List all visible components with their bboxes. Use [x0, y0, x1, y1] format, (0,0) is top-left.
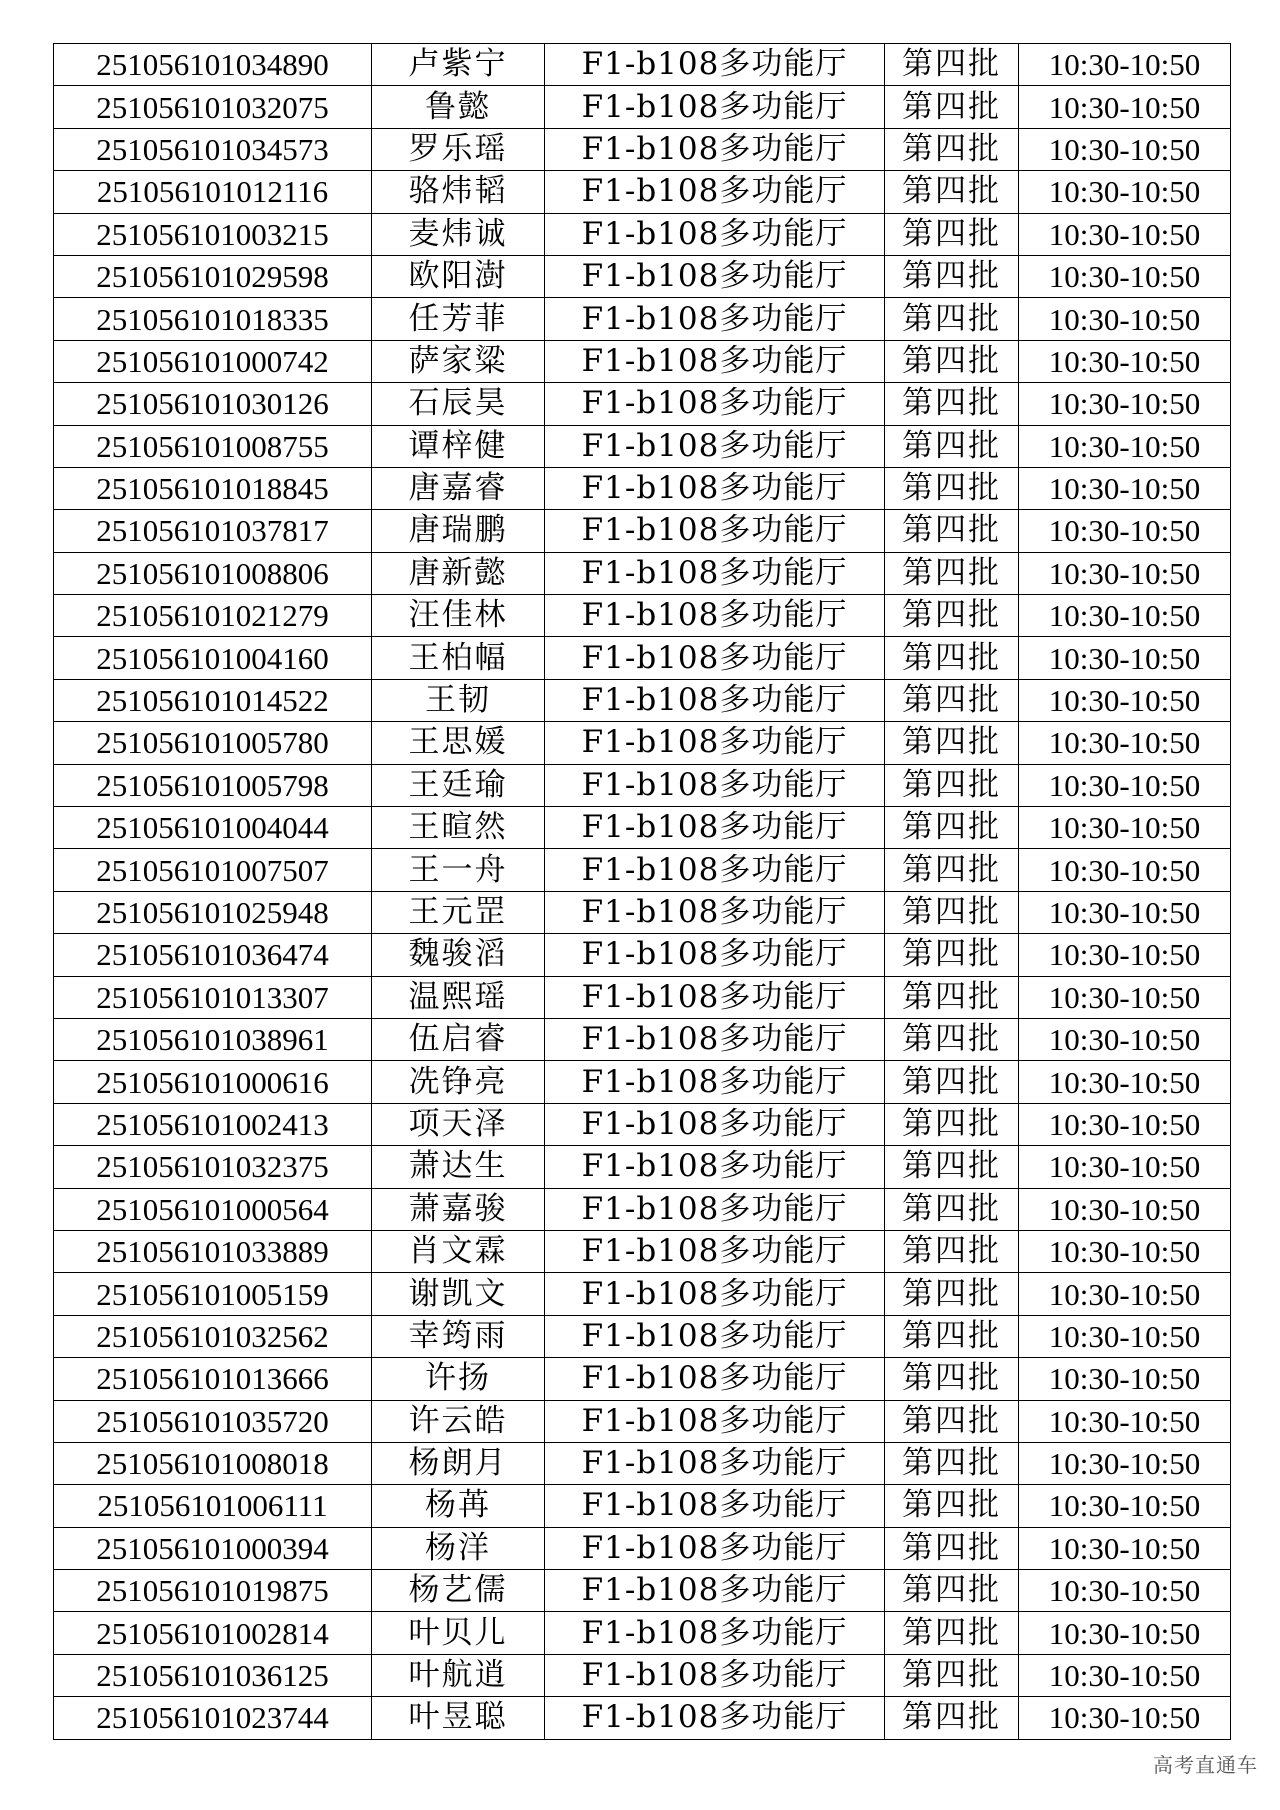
table-row	[54, 1400, 1231, 1442]
exam-room-cell: F1-b108多功能厅	[545, 1315, 885, 1357]
time-slot-cell: 10:30-10:50	[1019, 1230, 1231, 1272]
batch-cell: 第四批	[885, 679, 1019, 721]
table-row	[54, 849, 1231, 891]
candidate-id-cell: 251056101008018	[54, 1442, 372, 1484]
exam-room-cell: F1-b108多功能厅	[545, 1485, 885, 1527]
table-row	[54, 1570, 1231, 1612]
table-row	[54, 1103, 1231, 1145]
batch-cell: 第四批	[885, 976, 1019, 1018]
table-row	[54, 213, 1231, 255]
candidate-name-cell: 萧达生	[372, 1146, 545, 1188]
time-slot-cell: 10:30-10:50	[1019, 1273, 1231, 1315]
candidate-id-cell: 251056101008755	[54, 425, 372, 467]
time-slot-cell: 10:30-10:50	[1019, 1612, 1231, 1654]
batch-cell: 第四批	[885, 722, 1019, 764]
candidate-name-cell: 唐瑞鹏	[372, 510, 545, 552]
candidate-name-cell: 任芳菲	[372, 298, 545, 340]
candidate-name-cell: 王廷瑜	[372, 764, 545, 806]
candidate-name-cell: 叶航逍	[372, 1654, 545, 1696]
table-row	[54, 595, 1231, 637]
table-row	[54, 1485, 1231, 1527]
candidate-id-cell: 251056101013307	[54, 976, 372, 1018]
batch-cell: 第四批	[885, 44, 1019, 86]
candidate-name-cell: 罗乐瑶	[372, 128, 545, 170]
table-row	[54, 807, 1231, 849]
exam-room-cell: F1-b108多功能厅	[545, 1103, 885, 1145]
table-row	[54, 340, 1231, 382]
table-row	[54, 383, 1231, 425]
batch-cell: 第四批	[885, 934, 1019, 976]
time-slot-cell: 10:30-10:50	[1019, 86, 1231, 128]
candidate-id-cell: 251056101034890	[54, 44, 372, 86]
candidate-name-cell: 萨家粱	[372, 340, 545, 382]
exam-room-cell: F1-b108多功能厅	[545, 722, 885, 764]
exam-room-cell: F1-b108多功能厅	[545, 552, 885, 594]
candidate-id-cell: 251056101007507	[54, 849, 372, 891]
exam-room-cell: F1-b108多功能厅	[545, 807, 885, 849]
time-slot-cell: 10:30-10:50	[1019, 255, 1231, 297]
candidate-id-cell: 251056101002413	[54, 1103, 372, 1145]
candidate-id-cell: 251056101000616	[54, 1061, 372, 1103]
batch-cell: 第四批	[885, 1570, 1019, 1612]
candidate-id-cell: 251056101005798	[54, 764, 372, 806]
batch-cell: 第四批	[885, 1697, 1019, 1739]
batch-cell: 第四批	[885, 255, 1019, 297]
time-slot-cell: 10:30-10:50	[1019, 679, 1231, 721]
batch-cell: 第四批	[885, 171, 1019, 213]
candidate-id-cell: 251056101035720	[54, 1400, 372, 1442]
exam-room-cell: F1-b108多功能厅	[545, 86, 885, 128]
batch-cell: 第四批	[885, 891, 1019, 933]
time-slot-cell: 10:30-10:50	[1019, 807, 1231, 849]
candidate-id-cell: 251056101036474	[54, 934, 372, 976]
time-slot-cell: 10:30-10:50	[1019, 171, 1231, 213]
exam-room-cell: F1-b108多功能厅	[545, 1188, 885, 1230]
candidate-id-cell: 251056101033889	[54, 1230, 372, 1272]
exam-room-cell: F1-b108多功能厅	[545, 298, 885, 340]
candidate-name-cell: 杨艺儒	[372, 1570, 545, 1612]
batch-cell: 第四批	[885, 467, 1019, 509]
table-row	[54, 1654, 1231, 1696]
time-slot-cell: 10:30-10:50	[1019, 976, 1231, 1018]
time-slot-cell: 10:30-10:50	[1019, 44, 1231, 86]
candidate-name-cell: 王暄然	[372, 807, 545, 849]
table-row	[54, 976, 1231, 1018]
candidate-id-cell: 251056101008806	[54, 552, 372, 594]
exam-room-cell: F1-b108多功能厅	[545, 891, 885, 933]
candidate-name-cell: 许云皓	[372, 1400, 545, 1442]
batch-cell: 第四批	[885, 1188, 1019, 1230]
time-slot-cell: 10:30-10:50	[1019, 383, 1231, 425]
time-slot-cell: 10:30-10:50	[1019, 1018, 1231, 1060]
candidate-id-cell: 251056101032375	[54, 1146, 372, 1188]
batch-cell: 第四批	[885, 849, 1019, 891]
candidate-id-cell: 251056101021279	[54, 595, 372, 637]
roster-sheet	[53, 43, 1230, 1740]
candidate-id-cell: 251056101012116	[54, 171, 372, 213]
table-row	[54, 467, 1231, 509]
candidate-id-cell: 251056101002814	[54, 1612, 372, 1654]
table-row	[54, 1442, 1231, 1484]
exam-room-cell: F1-b108多功能厅	[545, 934, 885, 976]
candidate-name-cell: 石辰昊	[372, 383, 545, 425]
candidate-name-cell: 唐嘉睿	[372, 467, 545, 509]
candidate-id-cell: 251056101000394	[54, 1527, 372, 1569]
exam-room-cell: F1-b108多功能厅	[545, 510, 885, 552]
candidate-name-cell: 鲁懿	[372, 86, 545, 128]
candidate-name-cell: 王一舟	[372, 849, 545, 891]
time-slot-cell: 10:30-10:50	[1019, 1527, 1231, 1569]
candidate-id-cell: 251056101019875	[54, 1570, 372, 1612]
table-row	[54, 1061, 1231, 1103]
candidate-name-cell: 欧阳澍	[372, 255, 545, 297]
exam-room-cell: F1-b108多功能厅	[545, 1018, 885, 1060]
table-row	[54, 44, 1231, 86]
candidate-id-cell: 251056101029598	[54, 255, 372, 297]
candidate-name-cell: 魏骏滔	[372, 934, 545, 976]
table-row	[54, 128, 1231, 170]
table-row	[54, 171, 1231, 213]
time-slot-cell: 10:30-10:50	[1019, 1485, 1231, 1527]
candidate-name-cell: 叶贝儿	[372, 1612, 545, 1654]
candidate-name-cell: 许扬	[372, 1358, 545, 1400]
exam-room-cell: F1-b108多功能厅	[545, 679, 885, 721]
exam-room-cell: F1-b108多功能厅	[545, 976, 885, 1018]
candidate-id-cell: 251056101000564	[54, 1188, 372, 1230]
batch-cell: 第四批	[885, 86, 1019, 128]
table-row	[54, 510, 1231, 552]
candidate-id-cell: 251056101034573	[54, 128, 372, 170]
candidate-name-cell: 温熙瑶	[372, 976, 545, 1018]
table-row	[54, 764, 1231, 806]
table-row	[54, 255, 1231, 297]
candidate-name-cell: 麦炜诚	[372, 213, 545, 255]
candidate-id-cell: 251056101018845	[54, 467, 372, 509]
batch-cell: 第四批	[885, 510, 1019, 552]
exam-room-cell: F1-b108多功能厅	[545, 44, 885, 86]
candidate-id-cell: 251056101037817	[54, 510, 372, 552]
time-slot-cell: 10:30-10:50	[1019, 1188, 1231, 1230]
time-slot-cell: 10:30-10:50	[1019, 340, 1231, 382]
table-row	[54, 1358, 1231, 1400]
exam-room-cell: F1-b108多功能厅	[545, 637, 885, 679]
candidate-name-cell: 伍启睿	[372, 1018, 545, 1060]
time-slot-cell: 10:30-10:50	[1019, 213, 1231, 255]
batch-cell: 第四批	[885, 1527, 1019, 1569]
candidate-name-cell: 项天泽	[372, 1103, 545, 1145]
candidate-name-cell: 杨洋	[372, 1527, 545, 1569]
watermark-text: 高考直通车	[1153, 1753, 1258, 1777]
candidate-id-cell: 251056101032075	[54, 86, 372, 128]
candidate-name-cell: 骆炜韬	[372, 171, 545, 213]
time-slot-cell: 10:30-10:50	[1019, 1103, 1231, 1145]
table-row	[54, 891, 1231, 933]
candidate-name-cell: 王韧	[372, 679, 545, 721]
candidate-name-cell: 幸筠雨	[372, 1315, 545, 1357]
exam-room-cell: F1-b108多功能厅	[545, 213, 885, 255]
candidate-id-cell: 251056101013666	[54, 1358, 372, 1400]
time-slot-cell: 10:30-10:50	[1019, 552, 1231, 594]
exam-room-cell: F1-b108多功能厅	[545, 1442, 885, 1484]
batch-cell: 第四批	[885, 128, 1019, 170]
time-slot-cell: 10:30-10:50	[1019, 1061, 1231, 1103]
candidate-name-cell: 谭梓健	[372, 425, 545, 467]
candidate-id-cell: 251056101003215	[54, 213, 372, 255]
exam-room-cell: F1-b108多功能厅	[545, 1273, 885, 1315]
exam-room-cell: F1-b108多功能厅	[545, 1527, 885, 1569]
table-row	[54, 425, 1231, 467]
exam-room-cell: F1-b108多功能厅	[545, 1612, 885, 1654]
candidate-name-cell: 谢凯文	[372, 1273, 545, 1315]
time-slot-cell: 10:30-10:50	[1019, 1654, 1231, 1696]
table-row	[54, 1527, 1231, 1569]
exam-room-cell: F1-b108多功能厅	[545, 1061, 885, 1103]
batch-cell: 第四批	[885, 764, 1019, 806]
candidate-name-cell: 卢紫宁	[372, 44, 545, 86]
table-row	[54, 637, 1231, 679]
roster-table-body	[54, 44, 1231, 1740]
batch-cell: 第四批	[885, 637, 1019, 679]
candidate-name-cell: 汪佳林	[372, 595, 545, 637]
time-slot-cell: 10:30-10:50	[1019, 1358, 1231, 1400]
batch-cell: 第四批	[885, 1654, 1019, 1696]
candidate-name-cell: 杨苒	[372, 1485, 545, 1527]
batch-cell: 第四批	[885, 1358, 1019, 1400]
time-slot-cell: 10:30-10:50	[1019, 891, 1231, 933]
candidate-name-cell: 萧嘉骏	[372, 1188, 545, 1230]
time-slot-cell: 10:30-10:50	[1019, 934, 1231, 976]
batch-cell: 第四批	[885, 595, 1019, 637]
time-slot-cell: 10:30-10:50	[1019, 722, 1231, 764]
table-row	[54, 1612, 1231, 1654]
table-row	[54, 722, 1231, 764]
candidate-id-cell: 251056101036125	[54, 1654, 372, 1696]
batch-cell: 第四批	[885, 1612, 1019, 1654]
candidate-id-cell: 251056101018335	[54, 298, 372, 340]
time-slot-cell: 10:30-10:50	[1019, 595, 1231, 637]
candidate-id-cell: 251056101014522	[54, 679, 372, 721]
table-row	[54, 1230, 1231, 1272]
table-row	[54, 1697, 1231, 1739]
exam-room-cell: F1-b108多功能厅	[545, 1654, 885, 1696]
table-row	[54, 1188, 1231, 1230]
candidate-name-cell: 王柏幅	[372, 637, 545, 679]
time-slot-cell: 10:30-10:50	[1019, 637, 1231, 679]
exam-room-cell: F1-b108多功能厅	[545, 467, 885, 509]
batch-cell: 第四批	[885, 298, 1019, 340]
candidate-name-cell: 杨朗月	[372, 1442, 545, 1484]
candidate-id-cell: 251056101004160	[54, 637, 372, 679]
candidate-id-cell: 251056101004044	[54, 807, 372, 849]
time-slot-cell: 10:30-10:50	[1019, 467, 1231, 509]
time-slot-cell: 10:30-10:50	[1019, 128, 1231, 170]
table-row	[54, 552, 1231, 594]
candidate-name-cell: 冼铮亮	[372, 1061, 545, 1103]
exam-room-cell: F1-b108多功能厅	[545, 849, 885, 891]
candidate-name-cell: 肖文霖	[372, 1230, 545, 1272]
candidate-name-cell: 唐新懿	[372, 552, 545, 594]
exam-room-cell: F1-b108多功能厅	[545, 1570, 885, 1612]
table-row	[54, 1146, 1231, 1188]
candidate-id-cell: 251056101032562	[54, 1315, 372, 1357]
exam-room-cell: F1-b108多功能厅	[545, 1400, 885, 1442]
time-slot-cell: 10:30-10:50	[1019, 510, 1231, 552]
batch-cell: 第四批	[885, 552, 1019, 594]
batch-cell: 第四批	[885, 1273, 1019, 1315]
batch-cell: 第四批	[885, 1230, 1019, 1272]
table-row	[54, 1273, 1231, 1315]
table-row	[54, 298, 1231, 340]
candidate-id-cell: 251056101005780	[54, 722, 372, 764]
candidate-name-cell: 叶昱聪	[372, 1697, 545, 1739]
batch-cell: 第四批	[885, 807, 1019, 849]
time-slot-cell: 10:30-10:50	[1019, 425, 1231, 467]
table-row	[54, 1315, 1231, 1357]
time-slot-cell: 10:30-10:50	[1019, 764, 1231, 806]
batch-cell: 第四批	[885, 1485, 1019, 1527]
batch-cell: 第四批	[885, 1146, 1019, 1188]
roster-table	[53, 43, 1231, 1740]
time-slot-cell: 10:30-10:50	[1019, 849, 1231, 891]
batch-cell: 第四批	[885, 1103, 1019, 1145]
batch-cell: 第四批	[885, 1442, 1019, 1484]
batch-cell: 第四批	[885, 213, 1019, 255]
candidate-id-cell: 251056101000742	[54, 340, 372, 382]
candidate-id-cell: 251056101023744	[54, 1697, 372, 1739]
time-slot-cell: 10:30-10:50	[1019, 298, 1231, 340]
exam-room-cell: F1-b108多功能厅	[545, 1146, 885, 1188]
candidate-name-cell: 王思媛	[372, 722, 545, 764]
exam-room-cell: F1-b108多功能厅	[545, 1697, 885, 1739]
batch-cell: 第四批	[885, 1018, 1019, 1060]
candidate-id-cell: 251056101025948	[54, 891, 372, 933]
exam-room-cell: F1-b108多功能厅	[545, 1358, 885, 1400]
exam-room-cell: F1-b108多功能厅	[545, 383, 885, 425]
batch-cell: 第四批	[885, 340, 1019, 382]
candidate-id-cell: 251056101006111	[54, 1485, 372, 1527]
batch-cell: 第四批	[885, 1400, 1019, 1442]
table-row	[54, 679, 1231, 721]
time-slot-cell: 10:30-10:50	[1019, 1570, 1231, 1612]
candidate-id-cell: 251056101038961	[54, 1018, 372, 1060]
table-row	[54, 1018, 1231, 1060]
exam-room-cell: F1-b108多功能厅	[545, 1230, 885, 1272]
time-slot-cell: 10:30-10:50	[1019, 1315, 1231, 1357]
table-row	[54, 934, 1231, 976]
batch-cell: 第四批	[885, 1061, 1019, 1103]
exam-room-cell: F1-b108多功能厅	[545, 128, 885, 170]
candidate-id-cell: 251056101005159	[54, 1273, 372, 1315]
exam-room-cell: F1-b108多功能厅	[545, 764, 885, 806]
exam-room-cell: F1-b108多功能厅	[545, 595, 885, 637]
exam-room-cell: F1-b108多功能厅	[545, 340, 885, 382]
time-slot-cell: 10:30-10:50	[1019, 1442, 1231, 1484]
table-row	[54, 86, 1231, 128]
exam-room-cell: F1-b108多功能厅	[545, 171, 885, 213]
batch-cell: 第四批	[885, 425, 1019, 467]
batch-cell: 第四批	[885, 1315, 1019, 1357]
exam-room-cell: F1-b108多功能厅	[545, 425, 885, 467]
candidate-id-cell: 251056101030126	[54, 383, 372, 425]
time-slot-cell: 10:30-10:50	[1019, 1146, 1231, 1188]
batch-cell: 第四批	[885, 383, 1019, 425]
time-slot-cell: 10:30-10:50	[1019, 1697, 1231, 1739]
time-slot-cell: 10:30-10:50	[1019, 1400, 1231, 1442]
exam-room-cell: F1-b108多功能厅	[545, 255, 885, 297]
candidate-name-cell: 王元罡	[372, 891, 545, 933]
